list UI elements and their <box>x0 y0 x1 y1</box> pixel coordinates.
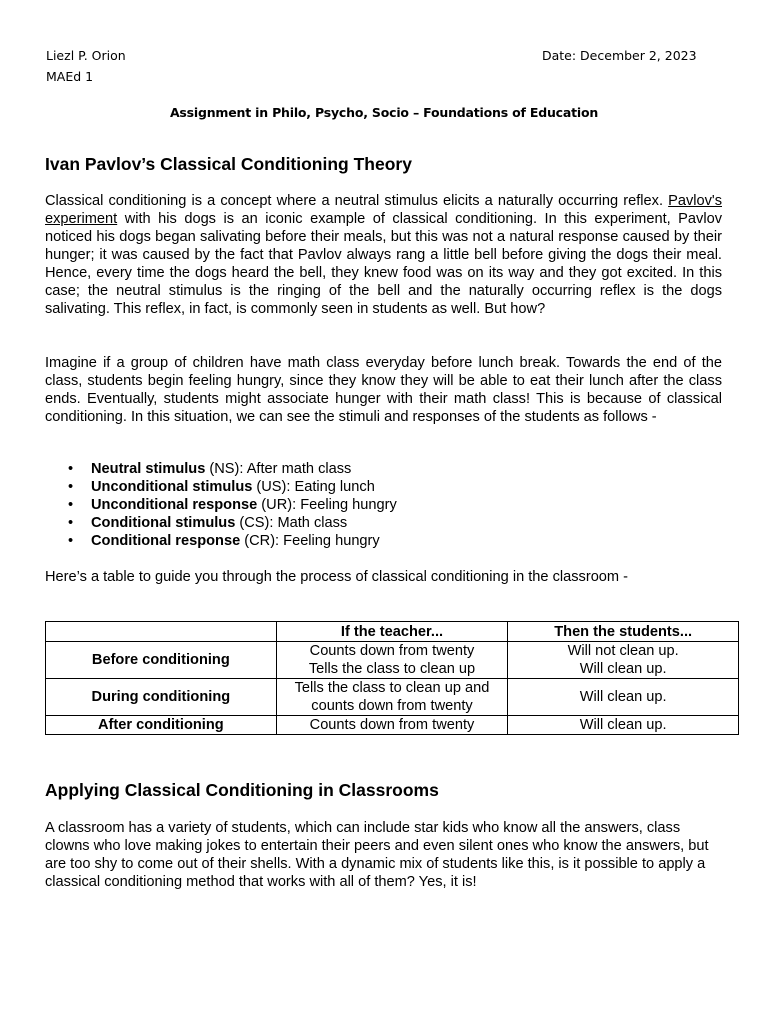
conditioning-table <box>45 621 739 735</box>
list-item <box>45 496 397 514</box>
term-detail: (UR): Feeling hungry <box>257 497 397 513</box>
row-label-after: After conditioning <box>46 716 277 735</box>
stimulus-response-list <box>45 460 397 550</box>
list-item <box>45 532 397 550</box>
submission-date: Date: December 2, 2023 <box>542 48 697 63</box>
table-header-row <box>46 622 739 642</box>
program-name: MAEd 1 <box>46 69 94 84</box>
cell-line: Tells the class to clean up <box>308 661 476 677</box>
term-label: Neutral stimulus <box>91 461 206 477</box>
intro-text-rest: with his dogs is an iconic example of classical conditioning. In this experiment, Pavlov noticed his dogs began salivating before their meals, but this was not a natural response caused by their hunger; it was caused by the fact that Pavlov always rang a little bell before giving the dogs their meal. Hence, every time the dogs heard the bell, they knew food was on its way and they got excited. In this case; the neutral stimulus is the ringing of the bell and the naturally occurring reflex is the dogs salivating. This reflex, in fact, is commonly seen in students as well. But how? <box>45 211 722 317</box>
term-label: Unconditional stimulus <box>91 479 253 495</box>
bullet-icon: • <box>68 515 74 531</box>
table-row <box>46 679 739 716</box>
bullet-icon: • <box>68 479 74 495</box>
teacher-cell <box>276 642 508 679</box>
pavlov-experiment-link[interactable]: Pavlov's experiment <box>45 193 722 227</box>
term-detail: (US): Eating lunch <box>252 479 375 495</box>
term-label: Conditional stimulus <box>91 515 236 531</box>
cell-line: counts down from twenty <box>311 698 473 714</box>
cell-line: Will clean up. <box>579 717 667 733</box>
students-cell <box>508 642 739 679</box>
intro-paragraph <box>45 192 722 318</box>
assignment-title: Assignment in Philo, Psycho, Socio – Foundations of Education <box>169 105 599 120</box>
cell-line: Tells the class to clean up and <box>294 680 490 696</box>
row-label-before: Before conditioning <box>46 642 277 679</box>
cell-line: Will clean up. <box>579 661 667 677</box>
term-label: Conditional response <box>91 533 241 549</box>
term-label: Unconditional response <box>91 497 258 513</box>
table-header-empty <box>46 622 277 642</box>
cell-line: Will not clean up. <box>567 643 679 659</box>
bullet-icon: • <box>68 533 74 549</box>
teacher-cell <box>276 716 508 735</box>
table-intro-paragraph: Here’s a table to guide you through the process of classical conditioning in the classroom - <box>45 569 628 585</box>
row-label-during: During conditioning <box>46 679 277 716</box>
cell-line: Counts down from twenty <box>309 643 475 659</box>
section-title-applying: Applying Classical Conditioning in Classrooms <box>45 780 439 800</box>
students-cell <box>508 716 739 735</box>
term-detail: (CS): Math class <box>235 515 348 531</box>
term-detail: (CR): Feeling hungry <box>240 533 380 549</box>
list-item <box>45 460 397 478</box>
cell-line: Counts down from twenty <box>309 717 475 733</box>
table-row <box>46 642 739 679</box>
list-item <box>45 514 397 532</box>
table-header-students: Then the students... <box>508 622 739 642</box>
intro-text-start: Classical conditioning is a concept where a neutral stimulus elicits a naturally occurring reflex. <box>45 193 669 209</box>
section-title-pavlov: Ivan Pavlov’s Classical Conditioning Theory <box>45 154 412 174</box>
cell-line: Will clean up. <box>579 689 667 705</box>
term-detail: (NS): After math class <box>205 461 352 477</box>
teacher-cell <box>276 679 508 716</box>
author-name: Liezl P. Orion <box>46 48 126 63</box>
table-row <box>46 716 739 735</box>
list-item <box>45 478 397 496</box>
bullet-icon: • <box>68 461 74 477</box>
table-header-teacher: If the teacher... <box>276 622 508 642</box>
example-paragraph: Imagine if a group of children have math class everyday before lunch break. Towards the end of the class, students begin feeling hungry, since they know they will be able to eat their lunch after the class ends. Eventually, students might associate hunger with their math class! This is because of classical conditioning. In this situation, we can see the stimuli and responses of the students as follows - <box>45 355 722 425</box>
students-cell <box>508 679 739 716</box>
classroom-paragraph: A classroom has a variety of students, which can include star kids who know all the answers, class clowns who love making jokes to entertain their peers and even silent ones who know the answers, but are too shy to come out of their shells. With a dynamic mix of students like this, is it possible to apply a classical conditioning method that works with all of them? Yes, it is! <box>45 820 709 890</box>
bullet-icon: • <box>68 497 74 513</box>
